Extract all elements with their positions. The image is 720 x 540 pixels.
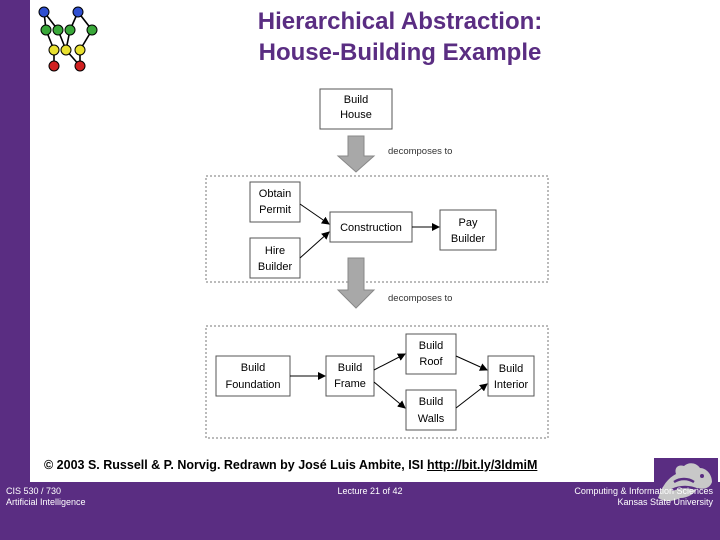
edge-roof-interior: [456, 356, 487, 370]
footer-dept-line-2: Kansas State University: [617, 497, 713, 507]
node-build-foundation-l1: Build: [240, 362, 266, 374]
node-build-walls-l2: Walls: [417, 413, 445, 425]
footer-dept-line-1: Computing & Information Sciences: [574, 486, 713, 496]
title-line-1: Hierarchical Abstraction:: [257, 8, 543, 35]
node-pay-builder-l2: Builder: [450, 233, 486, 245]
footer-department: [500, 486, 713, 508]
edge-frame-walls: [374, 382, 405, 408]
edge-permit-construction: [300, 204, 329, 224]
decomposes-arrow-2: [338, 258, 374, 308]
node-build-roof-l2: Roof: [419, 356, 443, 368]
graph-logo-icon: [36, 2, 102, 74]
decomposes-label-2: decomposes to: [388, 293, 453, 304]
footer-course-line-1: CIS 530 / 730: [6, 486, 62, 496]
edge-frame-roof: [374, 354, 405, 370]
node-build-house-l2: House: [340, 109, 372, 121]
hierarchy-diagram: [200, 86, 552, 442]
edge-walls-interior: [456, 384, 487, 408]
footer-lecture: Lecture 21 of 42: [337, 486, 403, 496]
node-construction-l1: Construction: [340, 222, 402, 234]
credit-text: © 2003 S. Russell & P. Norvig. Redrawn by José Luis Ambite, ISI: [44, 458, 427, 472]
footer-course: [6, 486, 86, 508]
node-build-interior-l1: Build: [498, 363, 524, 375]
edge-hire-construction: [300, 232, 329, 258]
left-accent-bar: [0, 0, 30, 540]
node-obtain-permit-l1: Obtain: [258, 188, 292, 200]
title-line-2: House-Building Example: [258, 39, 542, 66]
node-build-interior-l2: Interior: [493, 379, 529, 391]
node-build-frame-l2: Frame: [334, 378, 366, 390]
node-hire-builder-l1: Hire: [264, 245, 286, 257]
node-pay-builder-l1: Pay: [458, 217, 478, 229]
decomposes-arrow-1: [338, 136, 374, 172]
node-hire-builder-l2: Builder: [257, 261, 293, 273]
node-build-foundation-l2: Foundation: [225, 379, 281, 391]
decomposes-label-1: decomposes to: [388, 146, 453, 157]
node-build-walls-l1: Build: [418, 396, 444, 408]
credit-caption: [44, 458, 537, 472]
node-obtain-permit-l2: Permit: [259, 204, 291, 216]
node-build-frame-l1: Build: [337, 362, 363, 374]
slide-title: [170, 6, 630, 68]
node-build-roof-l1: Build: [418, 340, 444, 352]
node-build-house-l1: Build: [343, 94, 369, 106]
credit-link[interactable]: http://bit.ly/3ldmiM: [426, 458, 538, 472]
footer-course-line-2: Artificial Intelligence: [6, 497, 86, 507]
